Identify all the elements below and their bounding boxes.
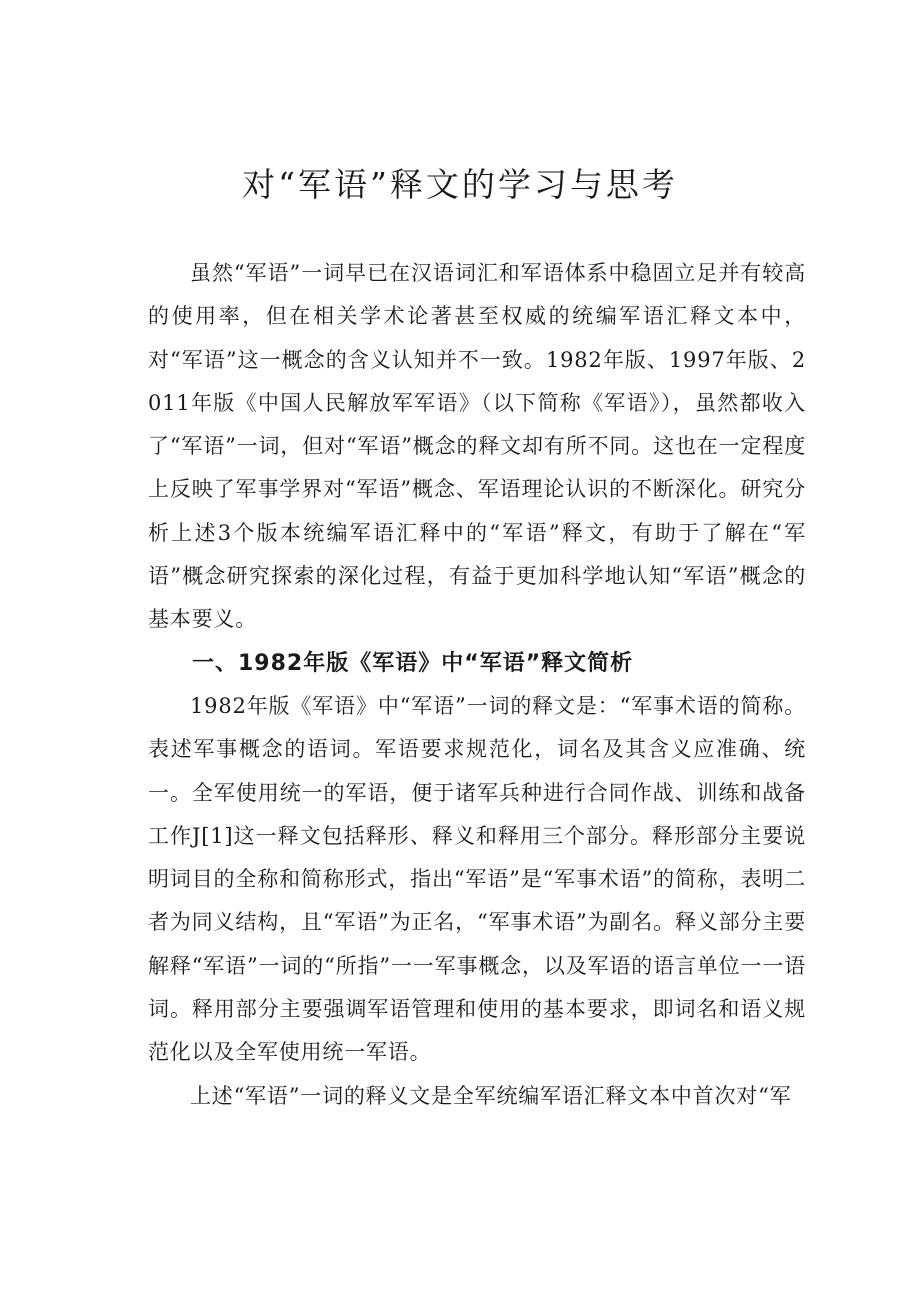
paragraph-intro: 虽然“军语”一词早已在汉语词汇和军语体系中稳固立足并有较高的使用率，但在相关学术论著甚至权威的统编军语汇释文本中，对“军语”这一概念的含义认知并不一致。1982年版、1997年版、2011年版《中国人民解放军军语》（以下简称《军语》），虽然都收入了“军语”一词，但对“军语”概念的释文却有所不同。这也在一定程度上反映了军事学界对“军语”概念、军语理论认识的不断深化。研究分析上述3个版本统编军语汇释中的“军语”释文，有助于了解在“军语”概念研究探索的深化过程，有益于更加科学地认知“军语”概念的基本要义。 — [148, 261, 806, 632]
document-body — [148, 252, 806, 1118]
section-heading: 一、1982年版《军语》中“军语”释文简析 — [192, 650, 634, 676]
paragraph-analysis: 1982年版《军语》中“军语”一词的释文是：“军事术语的简称。表述军事概念的语词。军语要求规范化，词名及其含义应准确、统一。全军使用统一的军语，便于诸军兵种进行合同作战、训练和战备工作J[1]这一释文包括释形、释义和释用三个部分。释形部分主要说明词目的全称和简称形式，指出“军语”是“军事术语”的简称，表明二者为同义结构，且“军语”为正名，“军事术语”为副名。释义部分主要解释“军语”一词的“所指”一一军事概念，以及军语的语言单位一一语词。释用部分主要强调军语管理和使用的基本要求，即词名和语义规范化以及全军使用统一军语。 — [148, 693, 806, 1065]
paragraph-continuation: 上述“军语”一词的释义文是全军统编军语汇释文本中首次对“军 — [190, 1083, 792, 1108]
page-title: 对“军语”释文的学习与思考 — [242, 165, 678, 204]
